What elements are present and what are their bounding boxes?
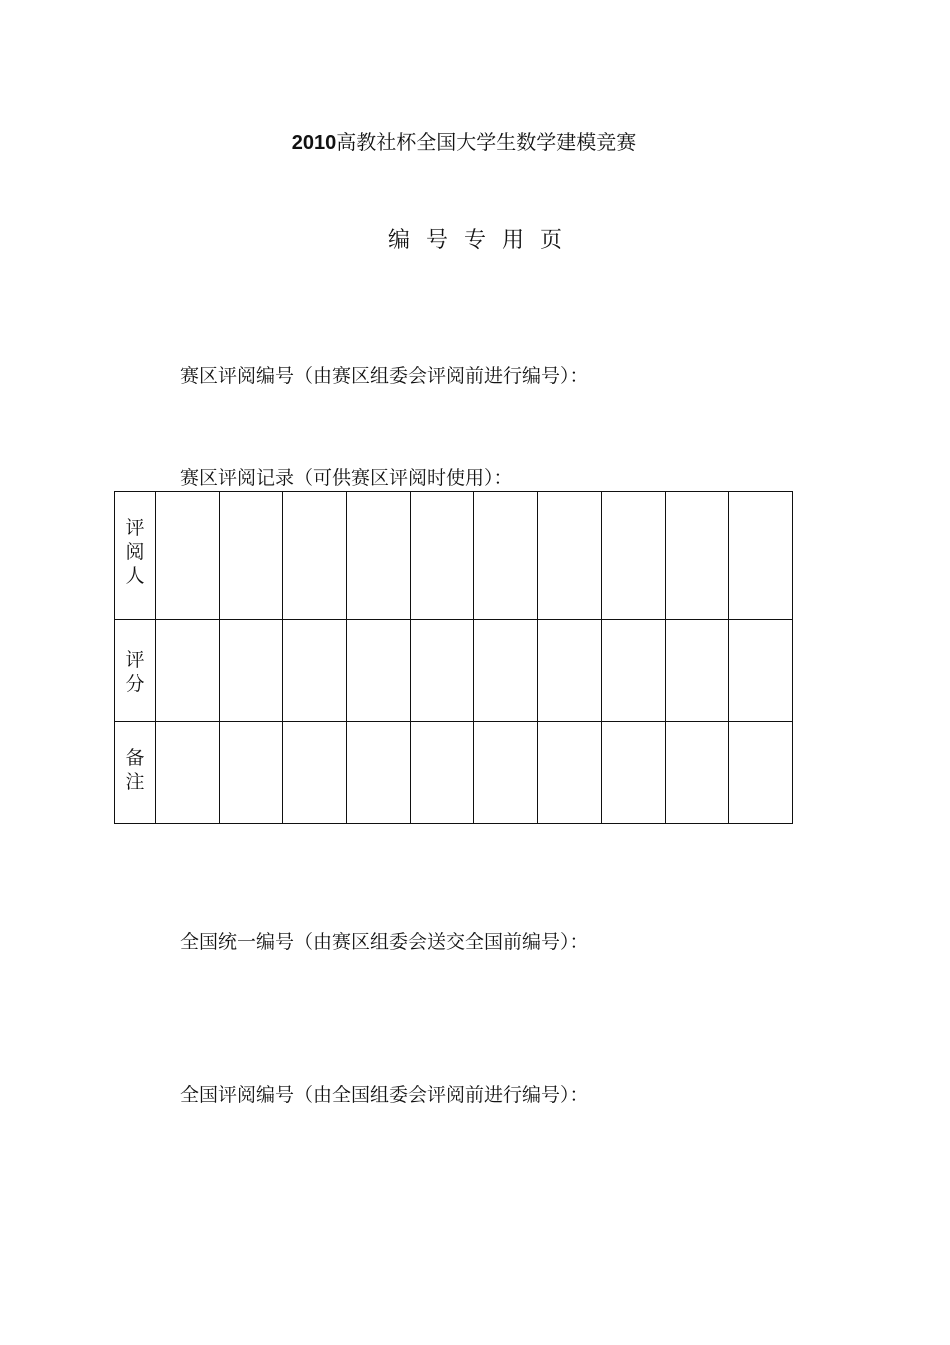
subtitle-char: 编 (387, 228, 410, 253)
remarks-cell[interactable] (219, 722, 283, 824)
subtitle-char: 专 (463, 228, 486, 253)
score-cell[interactable] (283, 620, 347, 722)
regional-number-label: 赛区评阅编号（由赛区组委会评阅前进行编号）： (180, 365, 589, 387)
score-cell[interactable] (156, 620, 220, 722)
national-review-number-label: 全国评阅编号（由全国组委会评阅前进行编号）： (180, 1084, 589, 1106)
title-text: 高教社杯全国大学生数学建模竞赛 (336, 130, 637, 154)
table-row-reviewer (115, 492, 793, 620)
table-row-remarks (115, 722, 793, 824)
score-cell[interactable] (601, 620, 665, 722)
reviewer-cell[interactable] (474, 492, 538, 620)
reviewer-cell[interactable] (219, 492, 283, 620)
remarks-cell[interactable] (347, 722, 411, 824)
row-header-remarks: 备注 (115, 722, 156, 824)
score-cell[interactable] (729, 620, 793, 722)
subtitle-char: 页 (540, 228, 563, 253)
remarks-cell[interactable] (283, 722, 347, 824)
regional-record-label: 赛区评阅记录（可供赛区评阅时使用）： (180, 467, 513, 489)
reviewer-cell[interactable] (665, 492, 729, 620)
remarks-cell[interactable] (474, 722, 538, 824)
remarks-cell[interactable] (156, 722, 220, 824)
reviewer-cell[interactable] (347, 492, 411, 620)
row-header-score: 评分 (115, 620, 156, 722)
subtitle-char: 号 (425, 228, 448, 253)
reviewer-cell[interactable] (156, 492, 220, 620)
reviewer-cell[interactable] (538, 492, 602, 620)
row-header-reviewer: 评阅人 (115, 492, 156, 620)
document-title (0, 130, 928, 155)
reviewer-cell[interactable] (283, 492, 347, 620)
remarks-cell[interactable] (729, 722, 793, 824)
score-cell[interactable] (410, 620, 474, 722)
score-cell[interactable] (665, 620, 729, 722)
reviewer-cell[interactable] (729, 492, 793, 620)
score-cell[interactable] (347, 620, 411, 722)
reviewer-cell[interactable] (410, 492, 474, 620)
score-cell[interactable] (474, 620, 538, 722)
national-unified-number-label: 全国统一编号（由赛区组委会送交全国前编号）： (180, 931, 589, 953)
remarks-cell[interactable] (665, 722, 729, 824)
remarks-cell[interactable] (601, 722, 665, 824)
title-year: 2010 (291, 132, 337, 154)
page-subtitle (0, 228, 950, 254)
table-row-score (115, 620, 793, 722)
subtitle-char: 用 (502, 228, 525, 253)
reviewer-cell[interactable] (601, 492, 665, 620)
remarks-cell[interactable] (538, 722, 602, 824)
score-cell[interactable] (219, 620, 283, 722)
score-cell[interactable] (538, 620, 602, 722)
remarks-cell[interactable] (410, 722, 474, 824)
review-record-table (114, 491, 793, 824)
